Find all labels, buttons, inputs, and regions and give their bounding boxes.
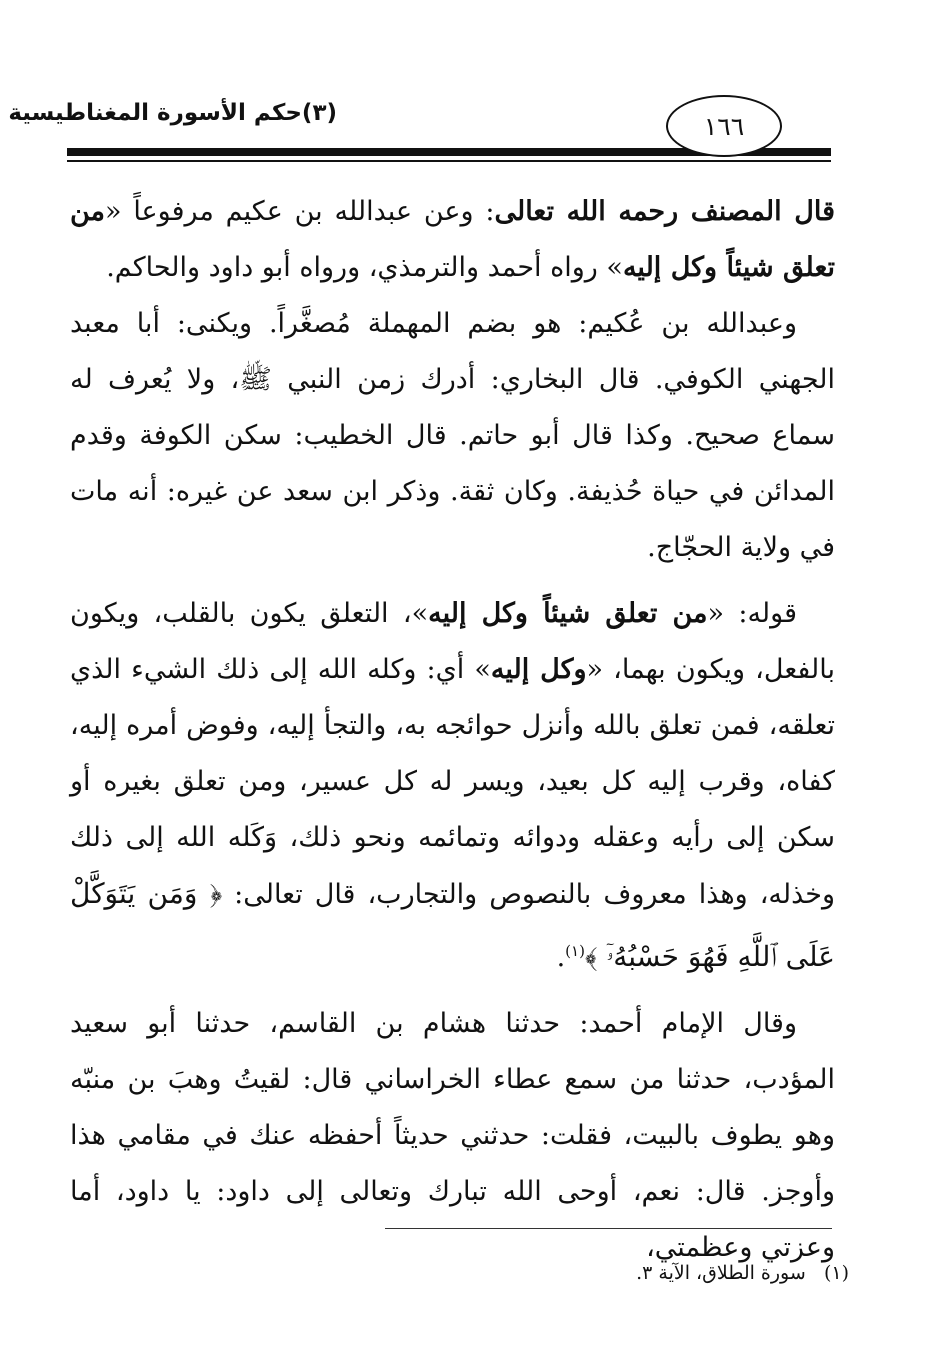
footnote-reference: (١) (565, 942, 585, 960)
paragraph-1 (70, 184, 835, 296)
paragraph-3 (70, 586, 835, 986)
page-number: ١٦٦ (666, 95, 782, 157)
paragraph-1-text-b: » رواه أحمد والترمذي، ورواه أبو داود والحاكم. (106, 252, 623, 283)
paragraph-3-text-c: » أي: وكله الله إلى ذلك الشيء الذي تعلقه، فمن تعلق بالله وأنزل حوائجه به، والتجأ إليه، وفوض أمره إليه، كفاه، وقرب إليه كل بعيد، ويسر له كل عسير، ومن تعلق بغيره أو سكن إلى رأيه وعقله ودوائه وتمائمه ونحو ذلك، وَكَله الله إلى ذلك وخذله، وهذا معروف بالنصوص والتجارب، قال تعالى: (70, 654, 836, 910)
hadith-phrase: وكل إليه (490, 654, 587, 685)
footnote-separator (385, 1228, 832, 1229)
footnote-marker: (١) (823, 1262, 849, 1284)
footnote-text: سورة الطلاق، الآية ٣. (636, 1262, 806, 1284)
paragraph-2: وعبدالله بن عُكيم: هو بضم المهملة مُصغَّراً. ويكنى: أبا معبد الجهني الكوفي. قال البخاري: أدرك زمن النبي ﷺ، ولا يُعرف له سماع صحيح. وكذا قال أبو حاتم. قال الخطيب: سكن الكوفة وقدم المدائن في حياة حُذيفة. وكان ثقة. وذكر ابن سعد عن غيره: أنه مات في ولاية الحجّاج. (70, 308, 835, 563)
paragraph-3-end: . (556, 942, 566, 973)
body-text (70, 184, 835, 1276)
header-rule-thin (67, 160, 831, 162)
hadith-quote-repeat: من تعلق شيئاً وكل إليه (428, 598, 708, 629)
hadith-quote: من تعلق شيئاً وكل إليه (70, 196, 835, 283)
author-quote-intro: قال المصنف رحمه الله تعالى (494, 196, 835, 227)
running-header-title: (٣)حكم الأسورة المغناطيسية (8, 100, 337, 126)
paragraph-3-text-b: »، التعلق يكون بالقلب، ويكون بالفعل، ويكون بهما، « (70, 598, 835, 685)
paragraph-4: وقال الإمام أحمد: حدثنا هشام بن القاسم، حدثنا أبو سعيد المؤدب، حدثنا من سمع عطاء الخراساني قال: لقيتُ وهبَ بن منبّه وهو يطوف بالبيت، فقلت: حدثني حديثاً أحفظه عنك في مقامي هذا وأوجز. قال: نعم، أوحى الله تبارك وتعالى إلى داود: يا داود، أما وعزتي وعظمتي، (70, 1008, 835, 1263)
quran-verse: ﴿ وَمَن يَتَوَكَّلْ عَلَى ٱللَّهِ فَهُوَ حَسْبُهُۥٓ ﴾ (70, 877, 835, 973)
paragraph-1-text-a: : وعن عبدالله بن عكيم مرفوعاً « (105, 196, 495, 227)
footnote (636, 1262, 849, 1284)
paragraph-3-text-a: قوله: « (707, 598, 798, 629)
